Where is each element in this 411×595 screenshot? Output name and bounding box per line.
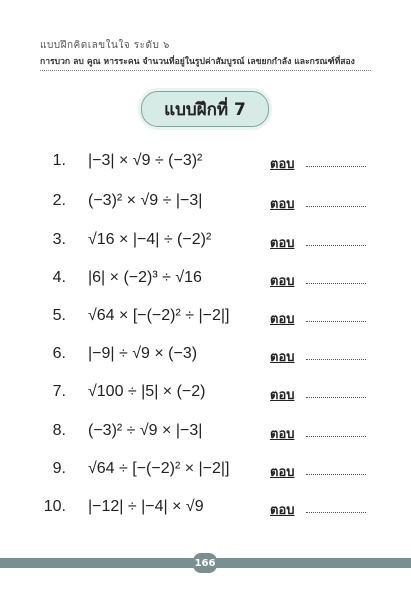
problem-number: 1. — [52, 152, 66, 169]
problem-row — [0, 265, 411, 291]
problem-row — [0, 148, 411, 174]
answer-blank[interactable] — [306, 206, 366, 207]
problem-number: 2. — [52, 192, 66, 209]
problem-expression: (−3)² × √9 ÷ |−3| — [88, 192, 203, 209]
problem-number: 10. — [43, 498, 66, 515]
answer-blank[interactable] — [306, 359, 366, 360]
answer-label: ตอบ — [270, 503, 295, 518]
problem-number: 4. — [52, 269, 66, 286]
answer-label: ตอบ — [270, 388, 295, 403]
problem-row — [0, 227, 411, 253]
answer-label: ตอบ — [270, 274, 295, 289]
problem-number: 6. — [52, 345, 66, 362]
problem-expression: |6| × (−2)³ ÷ √16 — [88, 269, 202, 286]
answer-blank[interactable] — [306, 512, 366, 513]
problem-expression: √64 ÷ [−(−2)² × |−2|] — [88, 460, 230, 477]
answer-label: ตอบ — [270, 465, 295, 480]
answer-label: ตอบ — [270, 197, 295, 212]
problem-number: 3. — [52, 231, 66, 248]
problem-expression: |−9| ÷ √9 × (−3) — [88, 345, 198, 362]
problem-row — [0, 456, 411, 482]
problem-expression: (−3)² ÷ √9 × |−3| — [88, 422, 203, 439]
problem-expression: |−3| × √9 ÷ (−3)² — [88, 152, 203, 169]
problem-expression: |−12| ÷ |−4| × √9 — [88, 498, 204, 515]
problem-number: 9. — [52, 460, 66, 477]
problem-row — [0, 188, 411, 214]
problem-number: 5. — [52, 307, 66, 324]
problem-row — [0, 303, 411, 329]
problem-row — [0, 494, 411, 520]
answer-blank[interactable] — [306, 166, 366, 167]
answer-blank[interactable] — [306, 436, 366, 437]
exercise-title: แบบฝึกที่ 7 — [141, 91, 269, 127]
problem-number: 8. — [52, 422, 66, 439]
answer-label: ตอบ — [270, 427, 295, 442]
problem-expression: √16 × |−4| ÷ (−2)² — [88, 231, 212, 248]
problem-row — [0, 379, 411, 405]
problem-row — [0, 418, 411, 444]
answer-blank[interactable] — [306, 474, 366, 475]
topic-heading: การบวก ลบ คูณ หารระคน จำนวนที่อยู่ในรูปค่าสัมบูรณ์ เลขยกกำลัง และกรณฑ์ที่สอง — [40, 57, 355, 67]
answer-blank[interactable] — [306, 283, 366, 284]
answer-label: ตอบ — [270, 350, 295, 365]
problem-number: 7. — [52, 383, 66, 400]
answer-label: ตอบ — [270, 236, 295, 251]
answer-blank[interactable] — [306, 397, 366, 398]
problem-expression: √64 × [−(−2)² ÷ |−2|] — [88, 307, 230, 324]
header-divider — [40, 70, 371, 71]
answer-label: ตอบ — [270, 157, 295, 172]
problem-expression: √100 ÷ |5| × (−2) — [88, 383, 206, 400]
page-number: 166 — [193, 553, 217, 573]
answer-label: ตอบ — [270, 312, 295, 327]
problem-row — [0, 341, 411, 367]
answer-blank[interactable] — [306, 245, 366, 246]
series-heading: แบบฝึกคิดเลขในใจ ระดับ ๖ — [40, 40, 170, 51]
answer-blank[interactable] — [306, 321, 366, 322]
